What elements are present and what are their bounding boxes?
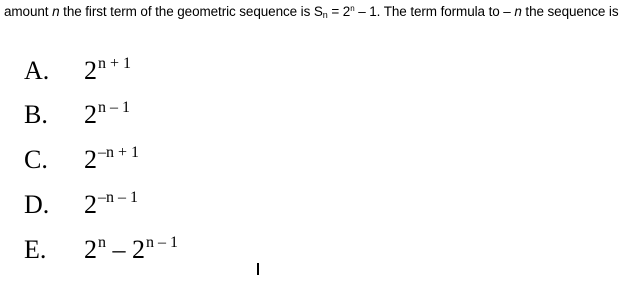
option-expression [84, 135, 139, 178]
option-letter: C. [24, 145, 48, 174]
option-exponent: –n – 1 [98, 189, 138, 206]
option-base: 2 [84, 235, 97, 264]
option-base: 2 [84, 145, 97, 174]
option-b[interactable] [24, 90, 130, 129]
option-expression [84, 90, 130, 133]
option-base: 2 [84, 56, 97, 85]
option-base: 2 [84, 190, 97, 219]
option-expression [84, 46, 131, 89]
option-e[interactable] [24, 225, 178, 264]
question-part: the first term of the geometric sequence is S [59, 4, 323, 19]
question-variable: n [514, 4, 522, 19]
option-exponent: –n + 1 [98, 144, 140, 161]
question-subscript: n [322, 10, 328, 20]
question-variable: n [52, 4, 60, 19]
question-text [4, 4, 640, 20]
option-d[interactable] [24, 180, 138, 219]
question-part: = 2 [327, 4, 351, 19]
option-letter: A. [24, 56, 50, 85]
option-exponent-2: n – 1 [146, 234, 178, 251]
option-exponent: n [98, 234, 106, 251]
option-expression [84, 180, 138, 223]
option-exponent: n + 1 [98, 55, 132, 72]
question-superscript: n [350, 4, 355, 13]
option-letter: D. [24, 190, 50, 219]
option-letter: B. [24, 100, 48, 129]
question-part: – 1. The term formula to – [354, 4, 515, 19]
option-c[interactable] [24, 135, 140, 174]
option-base: 2 [84, 100, 97, 129]
question-part: amount [4, 4, 53, 19]
text-cursor-icon [257, 263, 259, 275]
question-part: the sequence is [521, 4, 619, 19]
option-exponent: n – 1 [98, 99, 130, 116]
option-letter: E. [24, 235, 47, 264]
option-middle: – 2 [106, 235, 145, 264]
option-expression [84, 225, 178, 268]
option-a[interactable] [24, 46, 132, 85]
